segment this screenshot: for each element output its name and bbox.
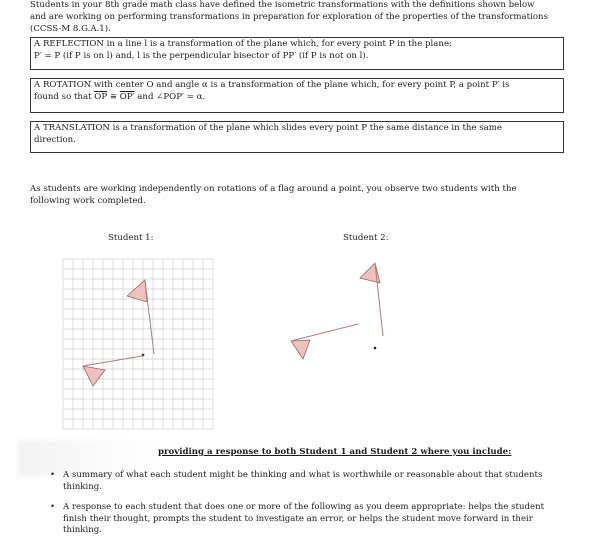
bullet-2-line-1: A response to each student that does one or more of the following as you deem appropriate: helps the student bbox=[63, 502, 545, 512]
rotation-line-1: A ROTATION with center O and angle α is a transformation of the plane which, for every point P, a point P′ is bbox=[34, 80, 510, 90]
grid-lines bbox=[63, 259, 213, 429]
intro-line-2: and are working on performing transformations in preparation for exploration of the properties of the transformations bbox=[30, 12, 548, 22]
bullet-2-line-2: finish their thought, prompts the student to investigate an error, or helps the student move forward in their bbox=[63, 513, 533, 524]
reflection-line-2: P′ = P (if P is on l) and, l is the perpendicular bisector of PP′ (if P is not on l). bbox=[34, 50, 369, 61]
translation-definition-box bbox=[30, 121, 564, 153]
intro-line-1: Students in your 8th grade math class have defined the isometric transformations with the definitions shown below bbox=[30, 0, 535, 10]
student-2-label: Student 2: bbox=[343, 233, 389, 243]
bullet-2-line-3: thinking. bbox=[63, 525, 102, 535]
translation-line-1: A TRANSLATION is a transformation of the plane which slides every point P the same distance in the same bbox=[34, 123, 503, 133]
rotation-center-point bbox=[374, 347, 377, 350]
task-heading: providing a response to both Student 1 and Student 2 where you include: bbox=[158, 447, 512, 457]
bullet-1-line-2: thinking. bbox=[63, 481, 102, 492]
segment-op: $\overline{OP}$ bbox=[94, 91, 108, 102]
segment-op-prime: OP′ bbox=[119, 91, 135, 102]
bullet-2-text bbox=[63, 502, 583, 537]
rotation-line-2-pre: found so that bbox=[34, 91, 95, 102]
translation-line-2: direction. bbox=[34, 134, 76, 145]
student-1-grid-figure bbox=[60, 256, 215, 432]
scenario-line-2: following work completed. bbox=[30, 196, 146, 206]
bullet-1-text bbox=[63, 470, 583, 493]
scenario-line-1: As students are working independently on rotations of a flag around a point, you observe two students with the bbox=[30, 184, 517, 194]
reflection-line-1: A REFLECTION in a line l is a transformation of the plane which, for every point P in the plane: bbox=[34, 39, 452, 49]
rotation-line-2 bbox=[34, 92, 560, 104]
rotated-flag bbox=[291, 324, 358, 359]
bullet-1-line-1: A summary of what each student might be thinking and what is worthwhile or reasonable about that students bbox=[63, 470, 543, 480]
student-1-label: Student 1: bbox=[108, 233, 154, 243]
original-flag bbox=[360, 263, 383, 336]
original-flag bbox=[127, 280, 154, 354]
student-2-figure bbox=[282, 256, 392, 366]
rotation-line-2-post: and ∠POP′ = α. bbox=[134, 91, 206, 102]
bullet-1-symbol: • bbox=[50, 470, 56, 480]
rotation-center-point bbox=[142, 354, 145, 357]
reflection-definition-box bbox=[30, 37, 564, 70]
bullet-2-symbol: • bbox=[50, 502, 56, 512]
congruent-symbol: ≅ bbox=[107, 91, 120, 102]
intro-line-3: (CCSS-M 8.G.A.1). bbox=[30, 24, 111, 34]
rotation-definition-box bbox=[30, 78, 564, 113]
